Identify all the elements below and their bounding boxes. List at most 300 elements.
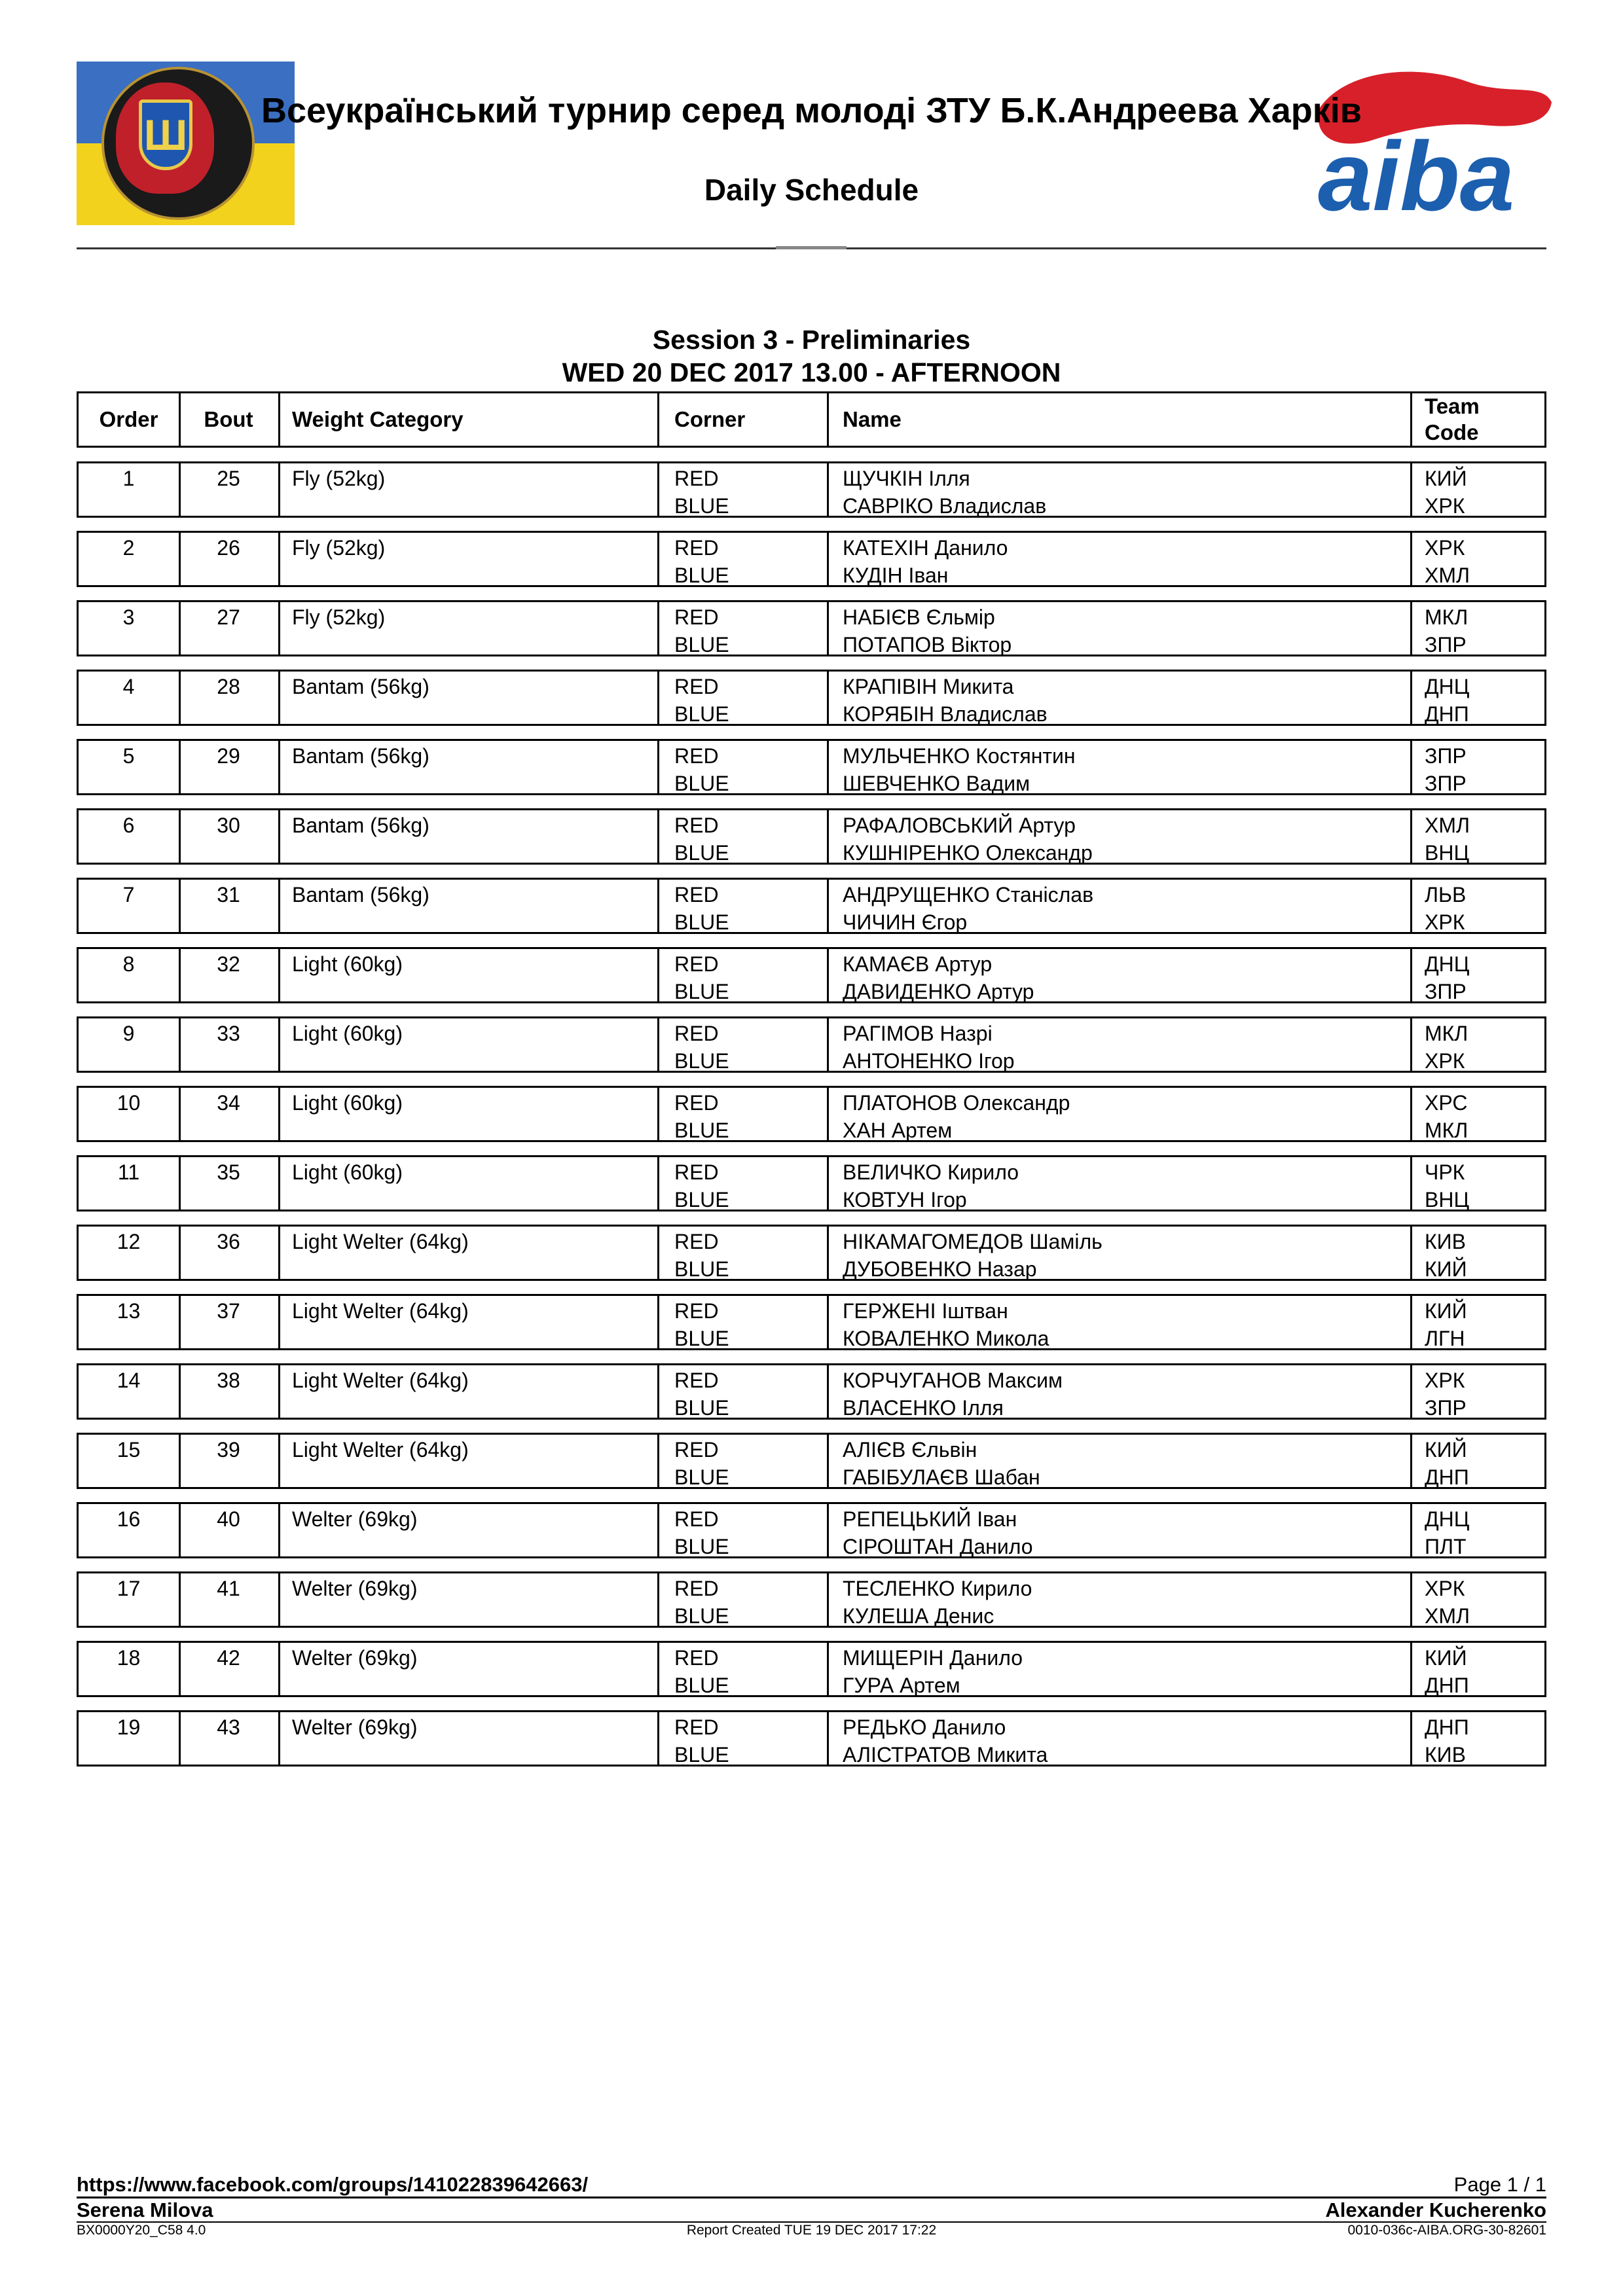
name-red: МИЩЕРІН Данило	[843, 1646, 1023, 1670]
team-code-blue: КИЙ	[1425, 1257, 1467, 1281]
team-code-red: КИЙ	[1425, 467, 1467, 490]
cell-team-code	[1425, 1575, 1470, 1630]
cell-team-code	[1425, 1505, 1469, 1560]
cell-corner	[674, 950, 729, 1005]
cell-order: 4	[122, 675, 135, 698]
corner-blue: BLUE	[674, 1119, 729, 1142]
column-divider	[657, 393, 659, 446]
corner-blue: BLUE	[674, 1049, 729, 1073]
cell-bout: 30	[217, 814, 240, 837]
cell-team-code	[1425, 1713, 1469, 1768]
team-code-blue: ХМЛ	[1425, 564, 1470, 587]
corner-red: RED	[674, 1646, 719, 1670]
column-divider	[827, 1157, 829, 1210]
column-divider	[278, 1573, 280, 1626]
team-code-red: ХРС	[1425, 1091, 1468, 1115]
cell-corner	[674, 881, 729, 936]
team-code-red: ХРК	[1425, 536, 1465, 560]
table-row	[77, 1502, 1546, 1558]
column-divider	[278, 741, 280, 793]
footer-link[interactable]: https://www.facebook.com/groups/141022839642663/	[77, 2173, 589, 2196]
corner-red: RED	[674, 814, 719, 837]
column-divider	[278, 1504, 280, 1556]
table-row	[77, 1433, 1546, 1489]
team-code-blue: ХРК	[1425, 494, 1465, 518]
cell-corner	[674, 1089, 729, 1144]
column-divider	[657, 602, 659, 655]
table-row	[77, 1710, 1546, 1767]
name-blue: КОРЯБІН Владислав	[843, 702, 1048, 726]
tournament-title: Всеукраїнський турнир серед молоді ЗТУ Б.К.Андреева Харків	[261, 91, 1362, 130]
column-divider	[1410, 1157, 1412, 1210]
name-red: КОРЧУГАНОВ Максим	[843, 1369, 1063, 1392]
cell-name	[843, 1297, 1049, 1352]
cell-team-code	[1425, 603, 1468, 658]
column-divider	[1410, 810, 1412, 863]
column-divider	[827, 1088, 829, 1140]
corner-blue: BLUE	[674, 772, 729, 795]
team-code-blue: ЗПР	[1425, 1396, 1467, 1420]
team-code-blue: ДНП	[1425, 1674, 1469, 1697]
cell-bout: 33	[217, 1022, 240, 1045]
column-header-bout: Bout	[204, 407, 253, 431]
column-divider	[657, 463, 659, 516]
name-blue: ГАБІБУЛАЄВ Шабан	[843, 1465, 1040, 1489]
cell-team-code	[1425, 673, 1469, 728]
cell-corner	[674, 534, 729, 589]
cell-corner	[674, 465, 729, 520]
cell-team-code	[1425, 1158, 1469, 1213]
team-code-red: ДНП	[1425, 1715, 1469, 1739]
table-row	[77, 670, 1546, 726]
cell-bout: 36	[217, 1230, 240, 1253]
column-divider	[1410, 1435, 1412, 1487]
session-datetime: WED 20 DEC 2017 13.00 - AFTERNOON	[562, 357, 1061, 387]
name-red: РАФАЛОВСЬКИЙ Артур	[843, 814, 1076, 837]
cell-weight-category: Welter (69kg)	[292, 1646, 418, 1670]
name-blue: АЛІСТРАТОВ Микита	[843, 1743, 1048, 1767]
column-divider	[657, 1296, 659, 1348]
corner-blue: BLUE	[674, 1604, 729, 1628]
corner-blue: BLUE	[674, 1535, 729, 1558]
cell-corner	[674, 742, 729, 797]
column-divider	[1410, 1227, 1412, 1279]
corner-red: RED	[674, 1022, 719, 1045]
column-divider	[278, 1643, 280, 1695]
name-red: КАМАЄВ Артур	[843, 952, 993, 976]
column-header-name: Name	[843, 407, 902, 431]
cell-weight-category: Welter (69kg)	[292, 1577, 418, 1600]
table-header	[77, 391, 1546, 448]
session-title: Session 3 - Preliminaries	[652, 325, 971, 355]
corner-red: RED	[674, 467, 719, 490]
column-divider	[278, 1712, 280, 1765]
column-divider	[278, 463, 280, 516]
corner-blue: BLUE	[674, 702, 729, 726]
cell-order: 13	[117, 1299, 141, 1323]
cell-corner	[674, 1644, 729, 1699]
column-divider	[827, 1573, 829, 1626]
name-blue: КУДІН Іван	[843, 564, 949, 587]
team-code-blue: ХРК	[1425, 910, 1465, 934]
name-blue: САВРІКО Владислав	[843, 494, 1047, 518]
cell-name	[843, 465, 1046, 520]
corner-red: RED	[674, 605, 719, 629]
team-code-red: ЗПР	[1425, 744, 1467, 768]
team-code-blue: ЗПР	[1425, 633, 1467, 656]
cell-bout: 42	[217, 1646, 240, 1670]
column-divider	[278, 1227, 280, 1279]
cell-weight-category: Light (60kg)	[292, 1091, 403, 1115]
corner-red: RED	[674, 1160, 719, 1184]
cell-weight-category: Welter (69kg)	[292, 1715, 418, 1739]
corner-red: RED	[674, 1438, 719, 1462]
cell-name	[843, 881, 1093, 936]
column-divider	[827, 602, 829, 655]
column-divider	[657, 1227, 659, 1279]
corner-red: RED	[674, 1715, 719, 1739]
column-divider	[657, 1643, 659, 1695]
cell-weight-category: Light (60kg)	[292, 1160, 403, 1184]
cell-team-code	[1425, 534, 1470, 589]
cell-order: 15	[117, 1438, 141, 1462]
cell-bout: 31	[217, 883, 240, 906]
column-divider	[1410, 1088, 1412, 1140]
column-divider	[827, 741, 829, 793]
cell-weight-category: Fly (52kg)	[292, 536, 386, 560]
column-divider	[657, 1712, 659, 1765]
name-blue: СІРОШТАН Данило	[843, 1535, 1033, 1558]
corner-blue: BLUE	[674, 910, 729, 934]
name-blue: ДАВИДЕНКО Артур	[843, 980, 1034, 1003]
corner-blue: BLUE	[674, 1188, 729, 1211]
corner-red: RED	[674, 1299, 719, 1323]
cell-name	[843, 1505, 1033, 1560]
table-row	[77, 1155, 1546, 1211]
name-blue: АНТОНЕНКО Ігор	[843, 1049, 1015, 1073]
column-divider	[278, 1435, 280, 1487]
column-divider	[278, 602, 280, 655]
corner-red: RED	[674, 1507, 719, 1531]
cell-order: 16	[117, 1507, 141, 1531]
column-divider	[657, 1157, 659, 1210]
table-row	[77, 878, 1546, 934]
corner-blue: BLUE	[674, 564, 729, 587]
team-code-red: КИЙ	[1425, 1438, 1467, 1462]
team-code-red: ХРК	[1425, 1369, 1465, 1392]
column-divider	[657, 533, 659, 585]
cell-corner	[674, 1020, 729, 1075]
team-code-blue: ЛГН	[1425, 1327, 1465, 1350]
name-blue: ПОТАПОВ Віктор	[843, 633, 1012, 656]
corner-red: RED	[674, 744, 719, 768]
name-red: ТЕСЛЕНКО Кирило	[843, 1577, 1032, 1600]
column-divider	[657, 949, 659, 1001]
team-code-red: ЧРК	[1425, 1160, 1465, 1184]
team-code-blue: ПЛТ	[1425, 1535, 1467, 1558]
cell-name	[843, 673, 1048, 728]
team-code-red: ЛЬВ	[1425, 883, 1467, 906]
cell-team-code	[1425, 1020, 1468, 1075]
column-divider	[278, 1157, 280, 1210]
cell-weight-category: Bantam (56kg)	[292, 814, 429, 837]
team-code-blue: ХРК	[1425, 1049, 1465, 1073]
column-divider	[827, 880, 829, 932]
table-row	[77, 1225, 1546, 1281]
cell-order: 6	[122, 814, 135, 837]
column-divider	[827, 463, 829, 516]
column-header-order: Order	[99, 407, 158, 431]
cell-order: 18	[117, 1646, 141, 1670]
cell-name	[843, 1367, 1063, 1422]
name-red: КРАПІВІН Микита	[843, 675, 1014, 698]
team-code-red: КИЙ	[1425, 1646, 1467, 1670]
column-divider	[278, 880, 280, 932]
column-divider	[657, 1573, 659, 1626]
cell-order: 12	[117, 1230, 141, 1253]
column-divider	[278, 393, 280, 446]
corner-blue: BLUE	[674, 1465, 729, 1489]
team-code-red: ДНЦ	[1425, 1507, 1470, 1531]
column-divider	[278, 1296, 280, 1348]
name-blue: ВЛАСЕНКО Ілля	[843, 1396, 1004, 1420]
name-red: НІКАМАГОМЕДОВ Шаміль	[843, 1230, 1103, 1253]
column-divider	[827, 1504, 829, 1556]
cell-order: 1	[122, 467, 135, 490]
column-divider	[827, 533, 829, 585]
column-divider	[827, 1365, 829, 1418]
table-row	[77, 531, 1546, 587]
cell-team-code	[1425, 812, 1470, 867]
cell-bout: 41	[217, 1577, 240, 1600]
cell-corner	[674, 1297, 729, 1352]
column-divider	[827, 1227, 829, 1279]
cell-bout: 32	[217, 952, 240, 976]
column-divider	[657, 880, 659, 932]
name-blue: КУШНІРЕНКО Олександр	[843, 841, 1093, 865]
team-code-red: ХРК	[1425, 1577, 1465, 1600]
cell-bout: 25	[217, 467, 240, 490]
team-code-blue: ВНЦ	[1425, 1188, 1470, 1211]
team-code-red: МКЛ	[1425, 605, 1468, 629]
cell-team-code	[1425, 1089, 1468, 1144]
team-code-blue: ДНП	[1425, 702, 1469, 726]
team-code-red: КИВ	[1425, 1230, 1466, 1253]
name-red: ГЕРЖЕНІ Іштван	[843, 1299, 1008, 1323]
column-divider	[1410, 741, 1412, 793]
table-row	[77, 600, 1546, 656]
team-code-blue: ДНП	[1425, 1465, 1469, 1489]
trident-icon: Ш	[143, 111, 188, 159]
column-divider	[827, 1018, 829, 1071]
cell-team-code	[1425, 950, 1469, 1005]
corner-blue: BLUE	[674, 841, 729, 865]
table-row	[77, 1086, 1546, 1142]
cell-corner	[674, 1436, 729, 1491]
footer-left-signatory: Serena Milova	[77, 2198, 213, 2221]
cell-bout: 27	[217, 605, 240, 629]
document-subtitle: Daily Schedule	[704, 173, 919, 207]
name-blue: ДУБОВЕНКО Назар	[843, 1257, 1037, 1281]
name-red: ВЕЛИЧКО Кирило	[843, 1160, 1019, 1184]
cell-name	[843, 1575, 1032, 1630]
team-code-header-line1: Team	[1425, 394, 1480, 418]
cell-team-code	[1425, 1297, 1467, 1352]
cell-weight-category: Light Welter (64kg)	[292, 1438, 469, 1462]
cell-team-code	[1425, 1228, 1467, 1283]
team-code-red: ХМЛ	[1425, 814, 1470, 837]
cell-weight-category: Bantam (56kg)	[292, 744, 429, 768]
column-header-corner: Corner	[674, 407, 746, 431]
team-code-blue: КИВ	[1425, 1743, 1466, 1767]
name-blue: КОВТУН Ігор	[843, 1188, 967, 1211]
cell-team-code	[1425, 1436, 1469, 1491]
team-code-blue: ВНЦ	[1425, 841, 1470, 865]
table-row	[77, 1294, 1546, 1350]
cell-weight-category: Fly (52kg)	[292, 467, 386, 490]
cell-bout: 38	[217, 1369, 240, 1392]
team-code-header-line2: Code	[1425, 420, 1479, 444]
column-divider	[827, 1712, 829, 1765]
cell-corner	[674, 1228, 729, 1283]
corner-red: RED	[674, 1230, 719, 1253]
name-blue: ХАН Артем	[843, 1119, 953, 1142]
cell-name	[843, 534, 1008, 589]
cell-corner	[674, 812, 729, 867]
team-code-red: МКЛ	[1425, 1022, 1468, 1045]
cell-order: 3	[122, 605, 135, 629]
corner-red: RED	[674, 536, 719, 560]
column-divider	[1410, 1504, 1412, 1556]
column-divider	[657, 810, 659, 863]
name-blue: ШЕВЧЕНКО Вадим	[843, 772, 1030, 795]
name-blue: КОВАЛЕНКО Микола	[843, 1327, 1049, 1350]
cell-bout: 34	[217, 1091, 240, 1115]
cell-corner	[674, 1575, 729, 1630]
column-divider	[1410, 1365, 1412, 1418]
cell-corner	[674, 1367, 729, 1422]
corner-red: RED	[674, 1577, 719, 1600]
cell-corner	[674, 1505, 729, 1560]
aiba-wordmark: aiba	[1318, 121, 1515, 220]
name-red: РЕПЕЦЬКИЙ Іван	[843, 1507, 1017, 1531]
corner-red: RED	[674, 1091, 719, 1115]
cell-team-code	[1425, 1644, 1469, 1699]
cell-team-code	[1425, 881, 1466, 936]
cell-bout: 40	[217, 1507, 240, 1531]
name-red: ЩУЧКІН Ілля	[843, 467, 970, 490]
column-divider	[278, 949, 280, 1001]
cell-order: 7	[122, 883, 135, 906]
cell-name	[843, 1644, 1023, 1699]
column-divider	[827, 1296, 829, 1348]
team-code-red: КИЙ	[1425, 1299, 1467, 1323]
table-row	[77, 461, 1546, 518]
name-red: АЛІЄВ Єльвін	[843, 1438, 977, 1462]
team-code-red: ДНЦ	[1425, 675, 1470, 698]
column-divider	[278, 533, 280, 585]
cell-order: 8	[122, 952, 135, 976]
name-red: МУЛЬЧЕНКО Костянтин	[843, 744, 1076, 768]
cell-team-code	[1425, 465, 1467, 520]
cell-corner	[674, 603, 729, 658]
corner-blue: BLUE	[674, 1396, 729, 1420]
cell-weight-category: Welter (69kg)	[292, 1507, 418, 1531]
name-blue: ГУРА Артем	[843, 1674, 960, 1697]
column-divider	[657, 1365, 659, 1418]
corner-red: RED	[674, 952, 719, 976]
column-divider	[278, 810, 280, 863]
name-red: НАБІЄВ Єльмір	[843, 605, 995, 629]
team-code-blue: ЗПР	[1425, 980, 1467, 1003]
footer-right-signatory: Alexander Kucherenko	[1325, 2198, 1546, 2221]
name-blue: КУЛЕША Денис	[843, 1604, 994, 1628]
column-divider	[657, 1018, 659, 1071]
cell-bout: 28	[217, 675, 240, 698]
cell-team-code	[1425, 742, 1467, 797]
cell-bout: 29	[217, 744, 240, 768]
cell-weight-category: Light Welter (64kg)	[292, 1369, 469, 1392]
cell-order: 17	[117, 1577, 141, 1600]
column-divider	[657, 1088, 659, 1140]
cell-name	[843, 742, 1076, 797]
cell-name	[843, 950, 1034, 1005]
column-divider	[1410, 602, 1412, 655]
cell-order: 14	[117, 1369, 141, 1392]
cell-bout: 39	[217, 1438, 240, 1462]
corner-blue: BLUE	[674, 1257, 729, 1281]
document-code: BX0000Y20_C58 4.0	[77, 2223, 206, 2238]
cell-weight-category: Light (60kg)	[292, 1022, 403, 1045]
column-divider	[1410, 1018, 1412, 1071]
cell-order: 10	[117, 1091, 141, 1115]
cell-weight-category: Fly (52kg)	[292, 605, 386, 629]
cell-corner	[674, 1713, 729, 1768]
cell-order: 11	[117, 1160, 140, 1184]
column-divider	[1410, 533, 1412, 585]
cell-weight-category: Bantam (56kg)	[292, 883, 429, 906]
table-row	[77, 739, 1546, 795]
cell-bout: 26	[217, 536, 240, 560]
cell-name	[843, 1020, 1015, 1075]
cell-order: 19	[117, 1715, 141, 1739]
table-row	[77, 947, 1546, 1003]
team-code-blue: ЗПР	[1425, 772, 1467, 795]
name-blue: ЧИЧИН Єгор	[843, 910, 968, 934]
cell-weight-category: Light (60kg)	[292, 952, 403, 976]
table-row	[77, 1571, 1546, 1628]
corner-red: RED	[674, 675, 719, 698]
column-divider	[827, 672, 829, 724]
column-divider	[1410, 672, 1412, 724]
corner-blue: BLUE	[674, 1743, 729, 1767]
cell-order: 2	[122, 536, 135, 560]
table-row	[77, 1363, 1546, 1420]
column-divider	[657, 672, 659, 724]
column-divider	[1410, 880, 1412, 932]
column-divider	[278, 1088, 280, 1140]
cell-name	[843, 1713, 1048, 1768]
corner-blue: BLUE	[674, 633, 729, 656]
column-header-weight-category: Weight Category	[292, 407, 464, 431]
corner-blue: BLUE	[674, 980, 729, 1003]
cell-bout: 35	[217, 1160, 240, 1184]
cell-name	[843, 1436, 1040, 1491]
corner-blue: BLUE	[674, 1674, 729, 1697]
column-divider	[827, 810, 829, 863]
table-row	[77, 808, 1546, 865]
cell-weight-category: Light Welter (64kg)	[292, 1230, 469, 1253]
